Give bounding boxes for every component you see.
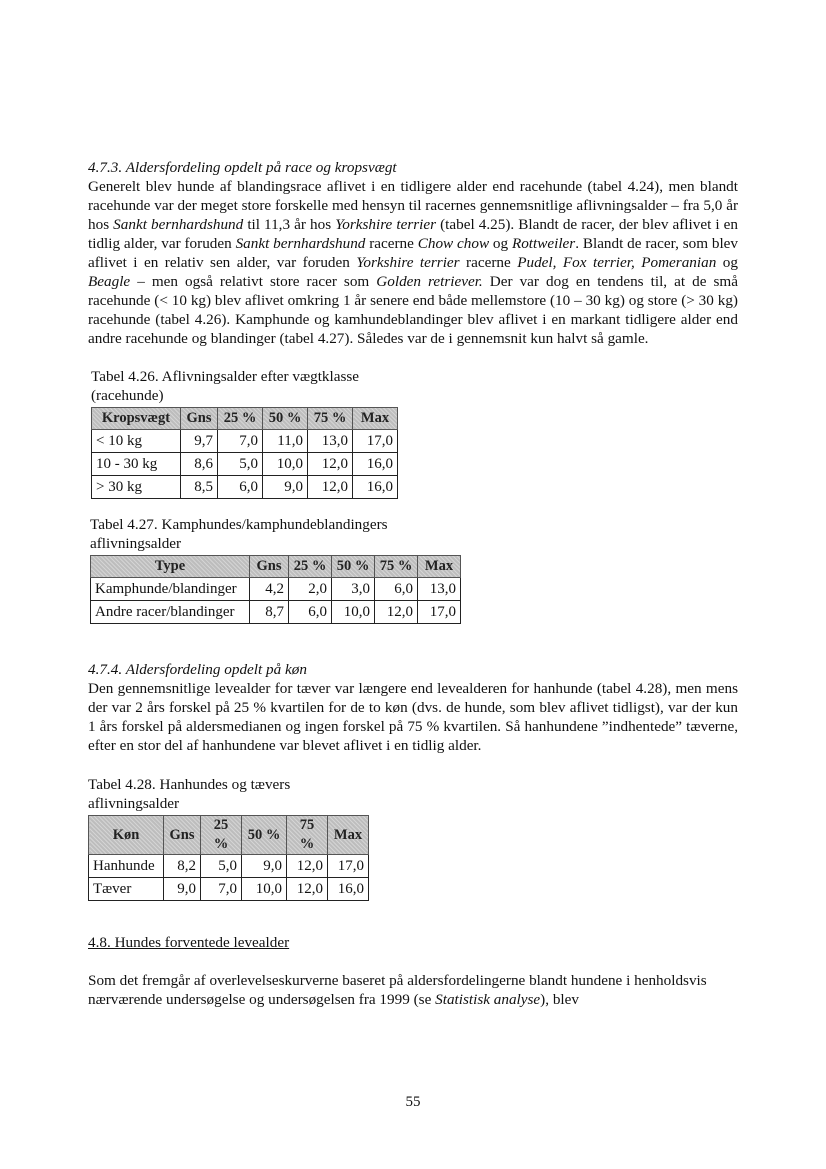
table-cell: 8,7 [250,601,289,624]
table-cell: 3,0 [332,578,375,601]
col-header: Gns [181,408,218,430]
italic-breed: Beagle [88,273,131,290]
table-4-27-block [90,515,738,624]
table-cell: 16,0 [353,476,398,499]
italic-reference: Statistisk analyse [435,991,541,1008]
text-run: Der var dog en tendens til, at de små racehunde (< 10 kg) blev aflivet omkring 1 år senere end både mellemstore (10 – 30 kg) og store (> 30 kg) racehunde (tabel 4.26). Kamphunde og kamhundeblandinger blev aflivet i en markant tidligere alder end andre racehunde og blandinger (tabel 4.27). Således var de i gennemsnit kun halvt så gamle. [88,273,738,347]
table-cell: 11,0 [263,430,308,453]
table-cell: 12,0 [308,476,353,499]
table-caption: Tabel 4.26. Aflivningsalder efter vægtklasse (racehunde) [91,368,360,404]
paragraph-4-7-4: Den gennemsnitlige levealder for tæver var længere end levealderen for hanhunde (tabel 4.28), men mens der var 2 års forskel på 25 % kvartilen for de to køn (dvs. de hunde, som blev aflivet tidligst), var der kun 1 års forskel på aldersmedianen og ingen forskel på 75 % kvartilen. Så hanhundene ”indhentede” tæverne, efter en stor del af hanhundene var blevet aflivet i en tidlig alder. [88,680,738,754]
col-header: 75 % [375,556,418,578]
table-4-26-block [91,367,738,499]
col-header: Max [418,556,461,578]
table-header-row [89,816,369,855]
text-run: (tabel 4.25). Blandt de racer, der blev aflivet i en tidlig alder, var foruden [88,216,739,252]
table-row [92,453,398,476]
table-row [92,430,398,453]
col-header: Max [328,816,369,855]
table-row [92,476,398,499]
table-cell: 9,0 [242,855,287,878]
page-number: 55 [405,1094,421,1110]
table-cell: 10,0 [263,453,308,476]
table-cell: 12,0 [287,878,328,901]
text-run: racerne [459,254,518,271]
table-cell: 6,0 [218,476,263,499]
col-header: Type [91,556,250,578]
italic-breed: Yorkshire terrier [356,254,460,271]
table-row [89,855,369,878]
italic-breed: Yorkshire terrier [335,216,437,233]
table-cell: 9,0 [164,878,201,901]
text-run: racerne [365,235,418,252]
table-cell: 10 - 30 kg [92,453,181,476]
section-heading-4-7-4: 4.7.4. Aldersfordeling opdelt på køn [88,661,307,678]
paragraph-4-8 [88,971,738,1009]
table-cell: 8,5 [181,476,218,499]
table-cell: Tæver [89,878,164,901]
col-header: 50 % [263,408,308,430]
table-header-row [91,556,461,578]
table-cell: 9,0 [263,476,308,499]
table-cell: 12,0 [308,453,353,476]
col-header: 50 % [242,816,287,855]
table-row [91,578,461,601]
table-cell: > 30 kg [92,476,181,499]
table-cell: 2,0 [289,578,332,601]
table-cell: 10,0 [242,878,287,901]
table-cell: 16,0 [328,878,369,901]
table-caption: Tabel 4.27. Kamphundes/kamphundeblandingers aflivningsalder [90,516,388,552]
col-header: 25 % [201,816,242,855]
table-cell: 8,2 [164,855,201,878]
table-cell: 17,0 [418,601,461,624]
text-run: og [489,235,512,252]
italic-breed: Pudel, Fox terrier, Pomeranian [517,254,717,271]
table-cell: 6,0 [375,578,418,601]
table-cell: 5,0 [218,453,263,476]
col-header: 75 % [308,408,353,430]
italic-breed: Chow chow [417,235,490,252]
table-cell: 6,0 [289,601,332,624]
italic-breed: Rottweiler [511,235,576,252]
col-header: 25 % [289,556,332,578]
col-header: 25 % [218,408,263,430]
text-run: Som det fremgår af overlevelseskurverne baseret på aldersfordelingerne blandt hundene i henholdsvis nærværende undersøgelse og undersøgelsen fra 1999 (se [88,972,707,1008]
table-cell: 13,0 [308,430,353,453]
table-cell: 5,0 [201,855,242,878]
table-cell: Andre racer/blandinger [91,601,250,624]
italic-breed: Sankt bernhardshund [235,235,366,252]
section-heading-4-8: 4.8. Hundes forventede levealder [88,934,290,951]
table-4-28 [88,815,369,901]
table-cell: 7,0 [201,878,242,901]
paragraph-4-7-3 [88,177,738,348]
table-caption: Tabel 4.28. Hanhundes og tævers aflivningsalder [88,776,291,812]
table-cell: Kamphunde/blandinger [91,578,250,601]
table-cell: Hanhunde [89,855,164,878]
table-cell: 7,0 [218,430,263,453]
table-cell: 10,0 [332,601,375,624]
col-header: Kropsvægt [92,408,181,430]
text-run: . Blandt de racer, som blev aflivet i en relativ sen alder, var foruden [88,235,738,271]
table-4-27 [90,555,461,624]
italic-breed: Sankt bernhardshund [113,216,244,233]
table-4-26 [91,407,398,499]
text-run: til 11,3 år hos [243,216,336,233]
text-run: – men også relativt store racer som [130,273,377,290]
section-heading-4-7-3: 4.7.3. Aldersfordeling opdelt på race og kropsvægt [88,159,397,176]
table-cell: 13,0 [418,578,461,601]
document-page [88,158,738,1009]
col-header: Gns [250,556,289,578]
table-cell: 16,0 [353,453,398,476]
table-cell: 17,0 [353,430,398,453]
col-header: Gns [164,816,201,855]
table-cell: 9,7 [181,430,218,453]
table-row [89,878,369,901]
table-cell: 12,0 [375,601,418,624]
table-header-row [92,408,398,430]
table-cell: 12,0 [287,855,328,878]
text-run: ), blev [540,991,579,1008]
col-header: Køn [89,816,164,855]
italic-breed: Golden retriever. [376,273,483,290]
table-cell: 4,2 [250,578,289,601]
table-cell: < 10 kg [92,430,181,453]
col-header: 75 % [287,816,328,855]
col-header: 50 % [332,556,375,578]
table-row [91,601,461,624]
text-run: Generelt blev hunde af blandingsrace aflivet i en tidligere alder end racehunde (tabel 4.24), men blandt racehunde var der meget store forskelle med hensyn til racernes gennemsnitlige aflivningsalder – fra 5,0 år hos [88,178,738,233]
table-cell: 17,0 [328,855,369,878]
table-cell: 8,6 [181,453,218,476]
table-4-28-block [88,775,738,901]
col-header: Max [353,408,398,430]
text-run: og [716,254,738,271]
